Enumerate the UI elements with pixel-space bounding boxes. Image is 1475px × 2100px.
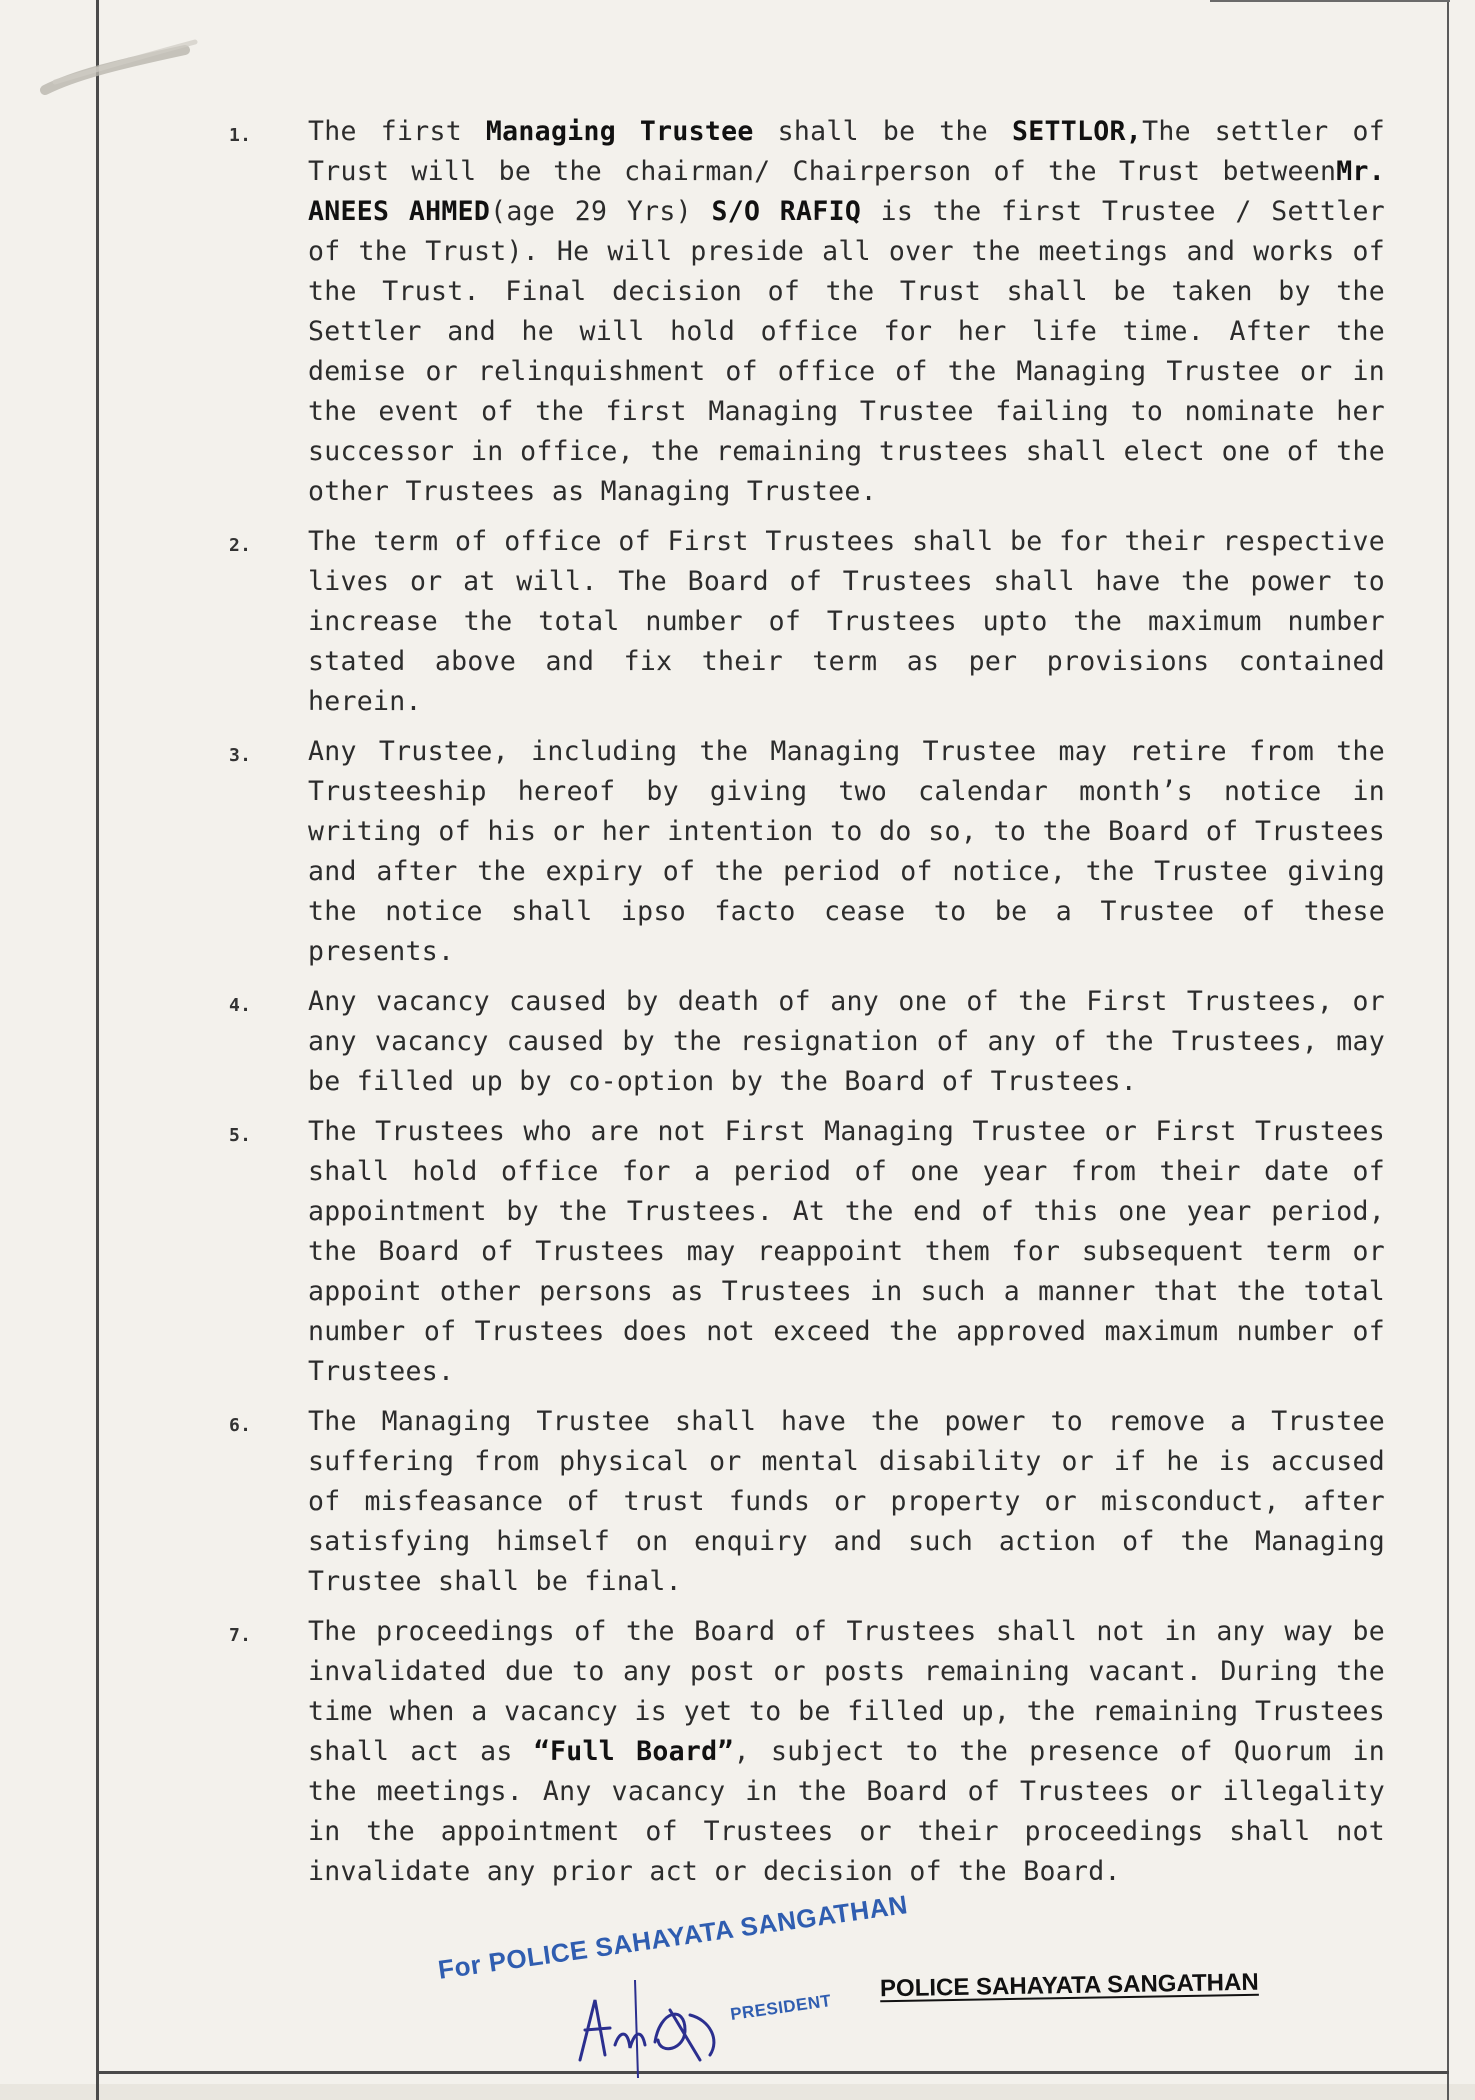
clause-text xyxy=(308,1116,1385,1387)
staple-mark xyxy=(35,20,205,110)
organization-stamp: For POLICE SAHAYATA SANGATHAN xyxy=(436,1889,910,1985)
bold-text: Mr. ANEES AHMED xyxy=(308,156,1385,227)
text-run: Any vacancy caused by death of any one of the First Trustees, or any vacancy caused by the resignation of any of the Trustees, may be filled up by co-option by the Board of Trustees. xyxy=(308,986,1385,1097)
text-run: (age 29 Yrs) xyxy=(490,196,712,227)
bold-text: S/O RAFIQ xyxy=(711,196,862,227)
clause-3 xyxy=(205,732,1385,972)
page-border-bottom xyxy=(96,2071,1449,2074)
top-edge-mark xyxy=(1210,0,1450,2)
clause-number: 4. xyxy=(229,995,252,1016)
page-border-right xyxy=(1447,0,1449,2100)
text-run: shall be the xyxy=(753,116,1013,147)
clause-1 xyxy=(205,112,1385,512)
text-run: The Trustees who are not First Managing Trustee or First Trustees shall hold office for a period of one year from their date of appointment by the Trustees. At the end of this one year period, the Board of Trustees may reappoint them for subsequent term or appoint other persons as Trustees in such a manner that the total number of Trustees does not exceed the approved maximum number of Trustees. xyxy=(308,1116,1385,1387)
clause-list xyxy=(205,112,1385,1902)
clause-2 xyxy=(205,522,1385,722)
clause-text xyxy=(308,1616,1385,1887)
clause-number: 6. xyxy=(229,1415,252,1436)
clause-5 xyxy=(205,1112,1385,1392)
clause-number: 3. xyxy=(229,745,252,766)
organization-name: POLICE SAHAYATA SANGATHAN xyxy=(879,1968,1259,2003)
clause-text xyxy=(308,986,1385,1097)
clause-text xyxy=(308,736,1385,967)
clause-7 xyxy=(205,1612,1385,1892)
text-run: The first xyxy=(308,116,486,147)
text-run: , subject to the presence of Quorum in the meetings. Any vacancy in the Board of Trustees or illegality in the appointment of Trustees or their proceedings shall not invalidate any prior act or decision of the Board. xyxy=(308,1736,1385,1887)
text-run: The Managing Trustee shall have the power to remove a Trustee suffering from physical or mental disability or if he is accused of misfeasance of trust funds or property or misconduct, after satisfying himself on enquiry and such action of the Managing Trustee shall be final. xyxy=(308,1406,1385,1597)
clause-text xyxy=(308,526,1385,717)
bold-text: SETTLOR, xyxy=(1012,116,1143,147)
text-run: The term of office of First Trustees shall be for their respective lives or at will. The Board of Trustees shall have the power to increase the total number of Trustees upto the maximum number stated above and fix their term as per provisions contained herein. xyxy=(308,526,1385,717)
clause-number: 5. xyxy=(229,1125,252,1146)
text-run: Any Trustee, including the Managing Trustee may retire from the Trusteeship hereof by giving two calendar month’s notice in writing of his or her intention to do so, to the Board of Trustees and after the expiry of the period of notice, the Trustee giving the notice shall ipso facto cease to be a Trustee of these presents. xyxy=(308,736,1385,967)
clause-6 xyxy=(205,1402,1385,1602)
page-border-left xyxy=(96,0,99,2100)
text-run: The proceedings of the Board of Trustees shall not in any way be invalidated due to any post or posts remaining vacant. During the time when a vacancy is yet to be filled up, the remaining Trustees shall act as xyxy=(308,1616,1385,1767)
signature xyxy=(560,1970,760,2080)
text-run: is the first Trustee / Settler of the Trust). He will preside all over the meetings and works of the Trust. Final decision of the Trust shall be taken by the Settler and he will hold office for her life time. After the demise or relinquishment of office of the Managing Trustee or in the event of the first Managing Trustee failing to nominate her successor in office, the remaining trustees shall elect one of the other Trustees as Managing Trustee. xyxy=(308,196,1385,507)
clause-text xyxy=(308,1406,1385,1597)
clause-number: 2. xyxy=(229,535,252,556)
president-designation: PRESIDENT xyxy=(729,1991,833,2024)
clause-number: 1. xyxy=(229,125,252,146)
clause-text xyxy=(308,116,1385,507)
bold-text: Managing Trustee xyxy=(485,116,754,147)
clause-4 xyxy=(205,982,1385,1102)
clause-number: 7. xyxy=(229,1625,252,1646)
text-run: The settler of Trust will be the chairman/ Chairperson of the Trust between xyxy=(308,116,1386,187)
bold-text: “Full Board” xyxy=(533,1736,734,1767)
